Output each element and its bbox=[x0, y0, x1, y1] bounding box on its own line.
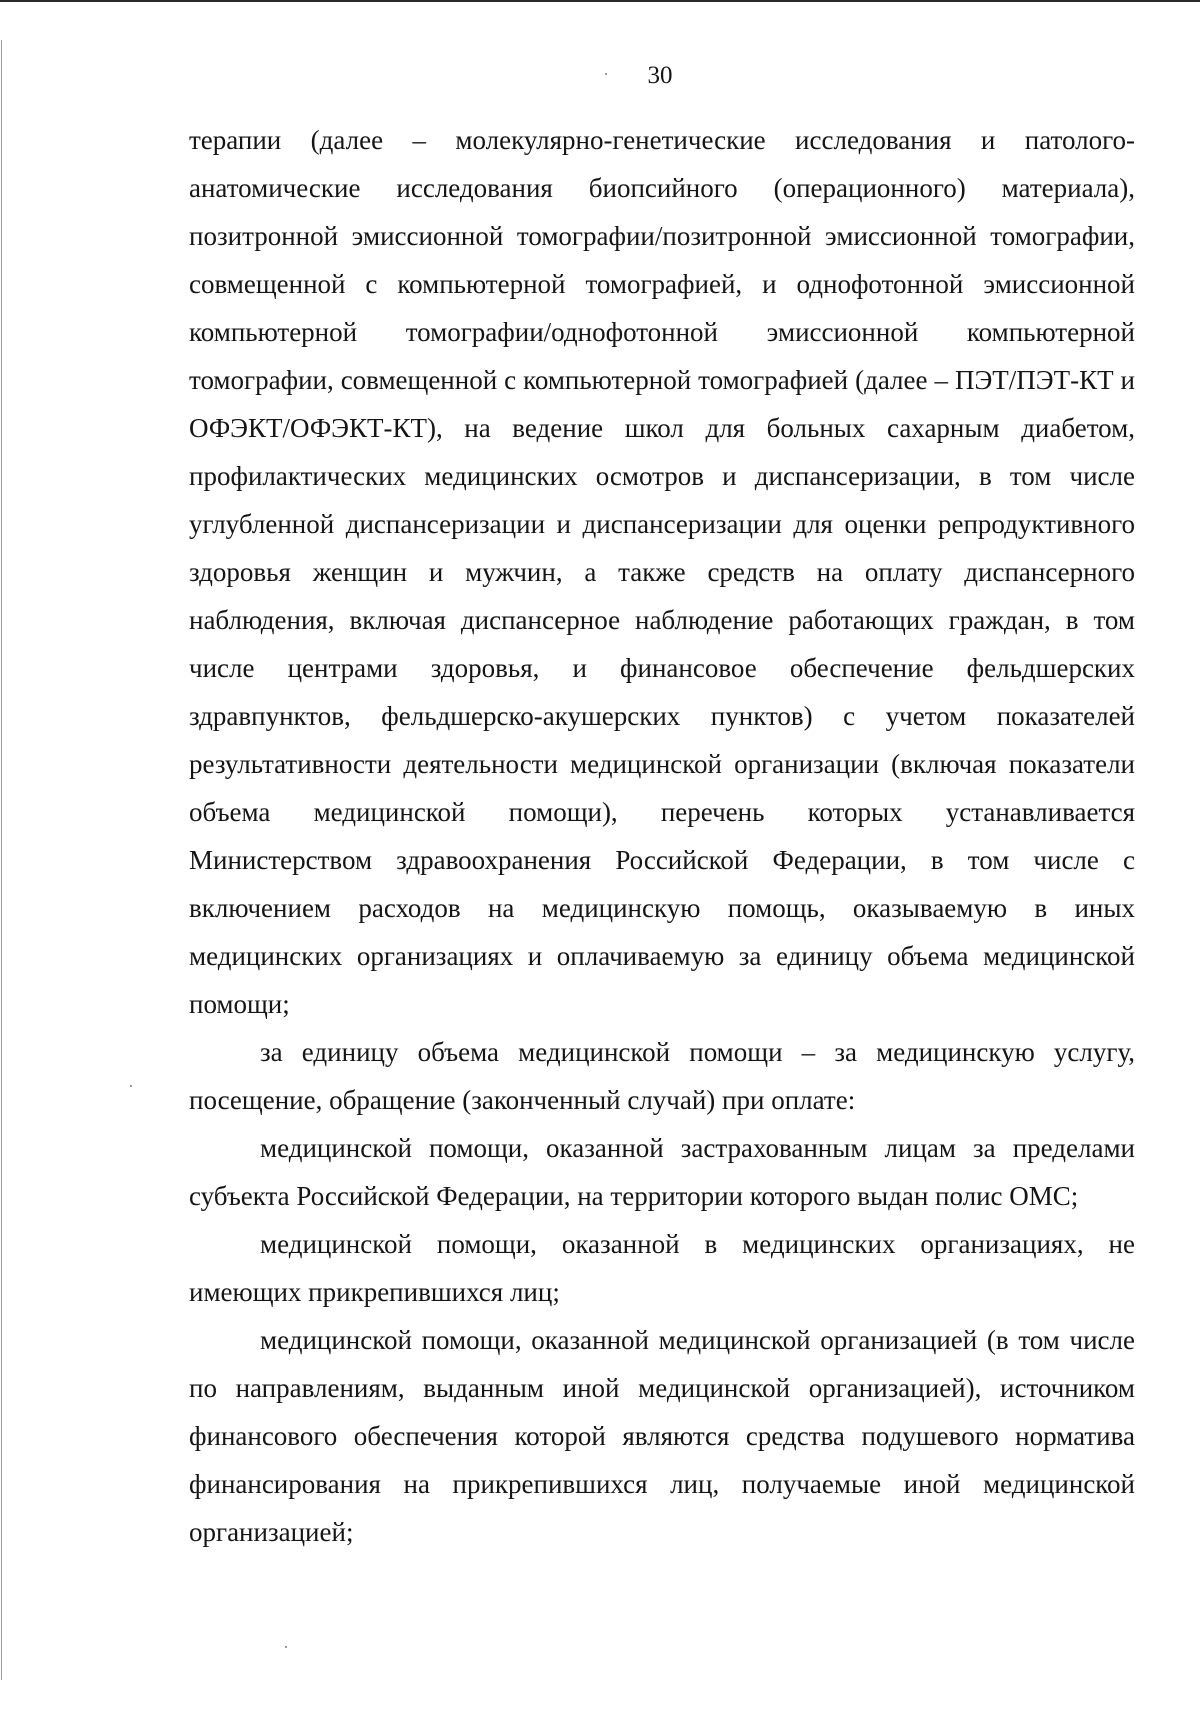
scan-edge-top bbox=[0, 0, 1200, 2]
scan-speck bbox=[605, 73, 607, 75]
paragraph-3: медицинской помощи, оказанной застрахованным лицам за пределами субъекта Российской Федерации, на территории которого выдан полис ОМС; bbox=[189, 1133, 1135, 1211]
paragraph-5: медицинской помощи, оказанной медицинской организацией (в том числе по направлениям, выданным иной медицинской организацией), источником финансового обеспечения которой являются средства подушевого норматива финансирования на прикрепившихся лиц, получаемые иной медицинской организацией; bbox=[189, 1325, 1135, 1547]
scan-speck bbox=[285, 1646, 287, 1648]
scan-speck bbox=[130, 1085, 132, 1087]
paragraph-2: за единицу объема медицинской помощи – за медицинскую услугу, посещение, обращение (законченный случай) при оплате: bbox=[189, 1037, 1135, 1115]
scan-edge-left bbox=[1, 40, 2, 1680]
paragraph-1: терапии (далее – молекулярно-генетические исследования и патолого-анатомические исследования биопсийного (операционного) материала), позитронной эмиссионной томографии/позитронной эмиссионной томографии, совмещенной с компьютерной томографией, и однофотонной эмиссионной компьютерной томографии/однофотонной эмиссионной компьютерной томографии, совмещенной с компьютерной томографией (далее – ПЭТ/ПЭТ-КТ и ОФЭКТ/ОФЭКТ-КТ), на ведение школ для больных сахарным диабетом, профилактических медицинских осмотров и диспансеризации, в том числе углубленной диспансеризации и диспансеризации для оценки репродуктивного здоровья женщин и мужчин, а также средств на оплату диспансерного наблюдения, включая диспансерное наблюдение работающих граждан, в том числе центрами здоровья, и финансовое обеспечение фельдшерских здравпунктов, фельдшерско-акушерских пунктов) с учетом показателей результативности деятельности медицинской организации (включая показатели объема медицинской помощи), перечень которых устанавливается Министерством здравоохранения Российской Федерации, в том числе с включением расходов на медицинскую помощь, оказываемую в иных медицинских организациях и оплачиваемую за единицу объема медицинской помощи; bbox=[189, 125, 1135, 1019]
page-number: 30 bbox=[647, 62, 673, 89]
document-body bbox=[189, 116, 1135, 1556]
paragraph-4: медицинской помощи, оказанной в медицинских организациях, не имеющих прикрепившихся лиц; bbox=[189, 1229, 1135, 1307]
